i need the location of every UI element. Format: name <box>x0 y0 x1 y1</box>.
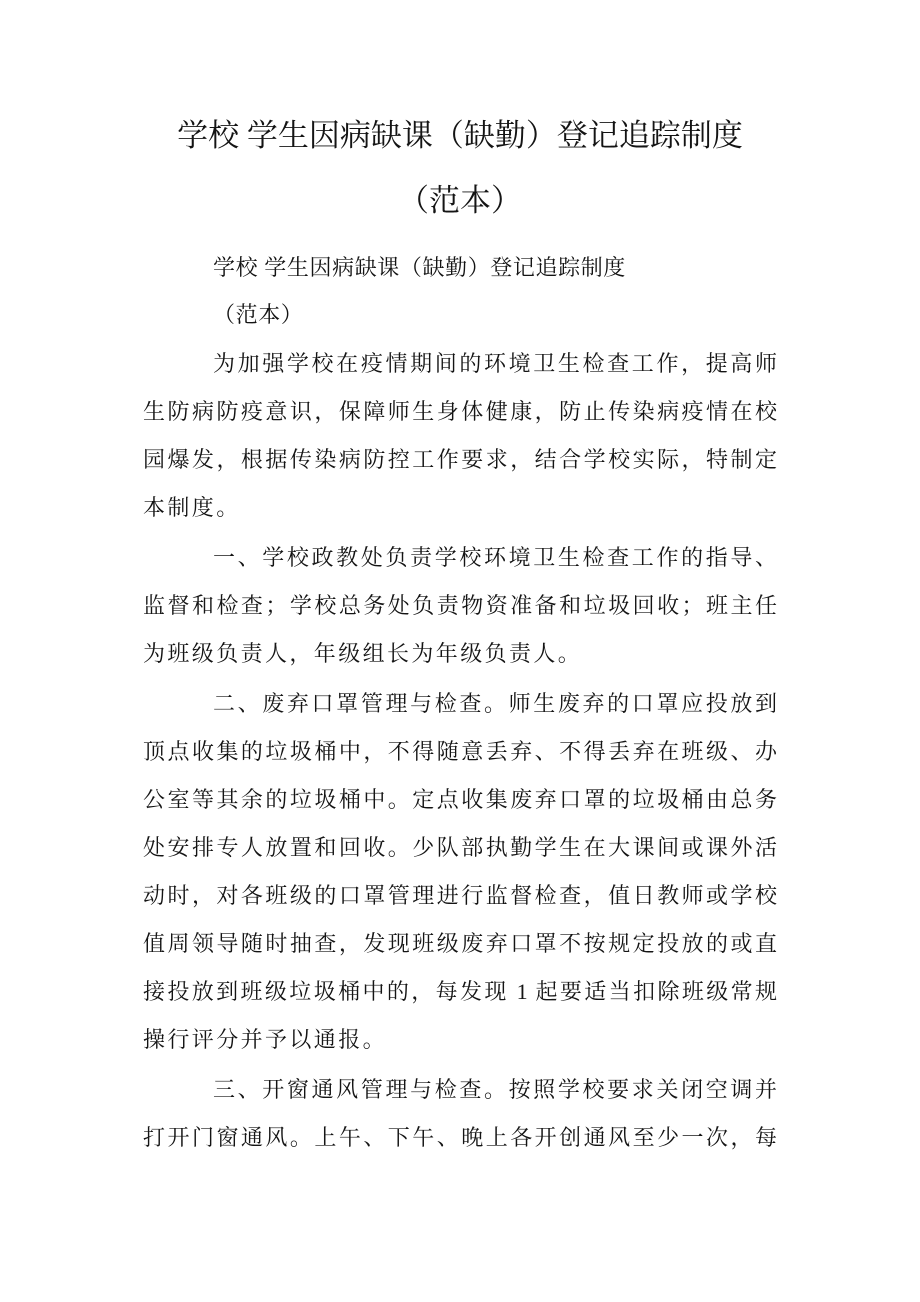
paragraph-line: 动时，对各班级的口罩管理进行监督检查，值日教师或学校 <box>143 883 777 908</box>
paragraph-line: 处安排专人放置和回收。少队部执勤学生在大课间或课外活 <box>143 835 777 860</box>
paragraph-line: 二、废弃口罩管理与检查。师生废弃的口罩应投放到 <box>213 691 777 716</box>
paragraph-line: 一、学校政教处负责学校环境卫生检查工作的指导、 <box>213 545 777 570</box>
paragraph-line: 为班级负责人，年级组长为年级负责人。 <box>143 641 583 666</box>
paragraph-section-1 <box>143 534 777 678</box>
document-title <box>0 103 920 233</box>
paragraph-line: 监督和检查；学校总务处负责物资准备和垃圾回收；班主任 <box>143 593 777 618</box>
paragraph-line: 园爆发，根据传染病防控工作要求，结合学校实际，特制定 <box>143 447 777 472</box>
title-line: 学校 学生因病缺课（缺勤）登记追踪制度 <box>177 118 743 153</box>
paragraph-line: 值周领导随时抽查，发现班级废弃口罩不按规定投放的或直 <box>143 931 777 956</box>
paragraph-line: 操行评分并予以通报。 <box>143 1027 388 1052</box>
document-subheading <box>213 244 813 338</box>
paragraph-line: 打开门窗通风。上午、下午、晚上各开创通风至少一次，每 <box>143 1125 777 1150</box>
paragraph-line: 顶点收集的垃圾桶中，不得随意丢弃、不得丢弃在班级、办 <box>143 739 777 764</box>
paragraph-section-3 <box>143 1066 777 1162</box>
paragraph-line: 为加强学校在疫情期间的环境卫生检查工作，提高师 <box>213 351 777 376</box>
paragraph-line: 接投放到班级垃圾桶中的，每发现 1 起要适当扣除班级常规 <box>143 979 777 1004</box>
paragraph-line: 生防病防疫意识，保障师生身体健康，防止传染病疫情在校 <box>143 399 777 424</box>
paragraph-line: 三、开窗通风管理与检查。按照学校要求关闭空调并 <box>213 1077 777 1102</box>
title-line: （范本） <box>398 183 522 218</box>
subheading-line: （范本） <box>213 302 304 327</box>
subheading-line: 学校 学生因病缺课（缺勤）登记追踪制度 <box>213 255 626 280</box>
document-body <box>143 340 777 1164</box>
paragraph-intro <box>143 340 777 532</box>
paragraph-line: 公室等其余的垃圾桶中。定点收集废弃口罩的垃圾桶由总务 <box>143 787 777 812</box>
paragraph-section-2 <box>143 680 777 1064</box>
paragraph-line: 本制度。 <box>143 495 241 520</box>
